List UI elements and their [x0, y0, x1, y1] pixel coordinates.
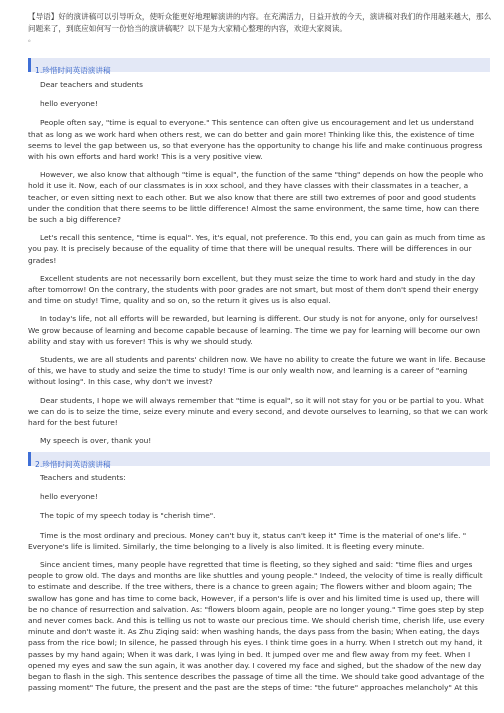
section-1-paragraph: My speech is over, thank you! — [40, 436, 152, 446]
section-1-title: 1.珍惜时间英语演讲稿 — [35, 66, 111, 75]
section-1-heading — [28, 58, 490, 75]
section-2-paragraph: Teachers and students: — [40, 473, 126, 482]
section-1-paragraph: However, we also know that although "time is equal", the function of the same "thing" depends on how the people who hold it use it. Now, each of our classmates is in xxx school, and they have classes with their classmates in a teacher, a teacher, or even sitting next to each other. But we also know that there are still two extremes of poor and good students under the condition that there seems to be little difference! Almost the same environment, the same time, how can there be such a big difference? — [28, 170, 484, 225]
intro-text: 【导语】好的演讲稿可以引导听众，使听众能更好地理解演讲的内容。在充满活力，日益开放的今天，演讲稿对我们的作用越来越大，那么问题来了，到底应如何写一份恰当的演讲稿呢？以下是为大家精心整理的内容，欢迎大家阅读。 — [28, 12, 492, 33]
section-2-heading — [28, 452, 490, 469]
section-1-paragraph: Excellent students are not necessarily born excellent, but they must seize the time to work hard and study in the day after tomorrow! On the contrary, the students with poor grades are not smart, but most of them don't spend their energy and time on study! Time, quality and so on, so the return it gives us is also equal. — [28, 273, 479, 306]
section-1-paragraph: Students, we are all students and parents' children now. We have no ability to create the future we want in life. Because of this, we have to study and seize the time to study! Time is our only wealth now, and learning is a career of "earning without losing". In this case, why don't we invest? — [28, 355, 486, 387]
intro-paragraph — [28, 11, 498, 44]
section-1-paragraph: In today's life, not all efforts will be rewarded, but learning is different. Our study is not for anyone, only for ourselves! We grow because of learning and become capable because of learning. The time we pay for learning will become our own ability and stay with us forever! This is why we should study. — [28, 314, 481, 346]
intro-trailing-mark: 。 — [28, 35, 35, 43]
section-2-paragraph: hello everyone! — [40, 492, 98, 502]
section-2-paragraph: The topic of my speech today is "cherish time". — [40, 511, 216, 521]
section-1-paragraph: People often say, "time is equal to everyone." This sentence can often give us encouragement and let us understand that as long as we work hard when others rest, we can do better and gain more! Thinking like this, the existence of time seems to level the gap between us, so that everyone has the opportunity to change his life and make continuous progress with his own efforts and hard work! This is a very positive view. — [28, 118, 483, 162]
section-2-title: 2.珍惜时间英语演讲稿 — [35, 460, 111, 469]
section-1-body — [28, 79, 490, 454]
section-1-paragraph: Dear students, I hope we will always remember that "time is equal", so it will not stay for you or be partial to you. What we can do is to seize the time, seize every minute and every second, and devote ourselves to learning, so that we can work hard for the best future! — [28, 395, 488, 428]
section-1-paragraph: Let's recall this sentence, "time is equal". Yes, it's equal, not preference. To this end, you can gain as much from time as you pay. It is precisely because of the equality of time that there will be unequal results. There will be differences in our grades! — [28, 233, 486, 265]
section-2-paragraph: Since ancient times, many people have regretted that time is fleeting, so they sighed and said: "time flies and urges people to grow old. The days and months are like shuttles and young people." Indeed, the velocity of time is really difficult to estimate and describe. If the tree withers, there is a chance to green again; The flowers wither and bloom again; The swallow has gone and has time to come back, However, if a person's life is over and his limited time is used up, there will be no chance of resurrection and salvation. As: "flowers bloom again, people are no longer young." Time goes step by step and never comes back. And this is telling us not to waste our precious time. We should cherish time, cherish life, use every minute and don't waste it. As Zhu Ziqing said: when washing hands, the days pass from the basin; When eating, the days pass from the rice bowl; In silence, he passed through his eyes. I think time goes in a hurry. When I stretch out my hand, it passes by my hand again; When it was dark, I was lying in bed. It jumped over me and flew away from my feet. When I opened my eyes and saw the sun again, it was another day. I covered my face and sighed, but the shadow of the new day began to flash in the sigh. This sentence describes the passage of time all the time. We should take good advantage of the passing moment" The future, the present and the past are the steps of time: "the future" approaches melancholy" At this — [28, 560, 485, 693]
section-2-paragraph: Time is the most ordinary and precious. Money can't buy it, status can't keep it" Time is the material of one's life. " Everyone's life is limited. Similarly, the time belonging to a lively is also limited. It is fleeting every minute. — [28, 530, 467, 551]
section-1-paragraph: hello everyone! — [40, 99, 98, 109]
section-2-body — [28, 472, 490, 700]
section-1-paragraph: Dear teachers and students — [40, 80, 144, 89]
